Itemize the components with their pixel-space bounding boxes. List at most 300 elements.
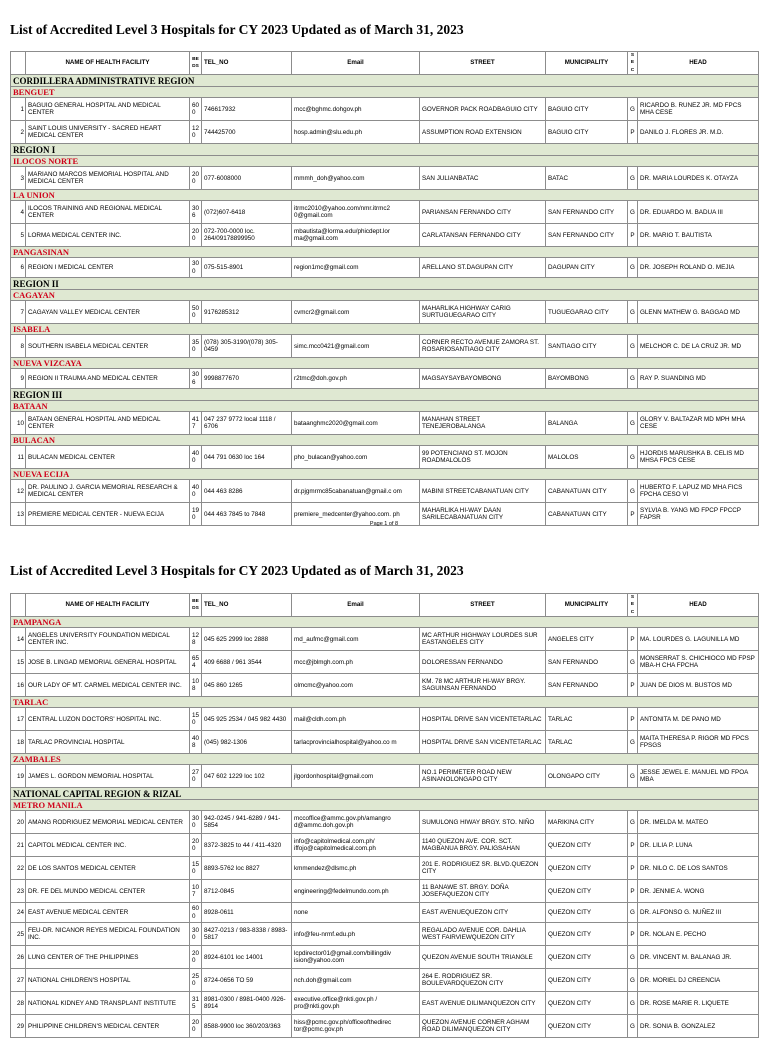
municipality: MALOLOS (546, 446, 628, 469)
facility-name: JAMES L. GORDON MEMORIAL HOSPITAL (26, 765, 190, 788)
table-row (11, 834, 759, 857)
telephone: 045 625 2999 loc 2888 (202, 628, 292, 651)
facility-name: AMANG RODRIGUEZ MEMORIAL MEDICAL CENTER (26, 811, 190, 834)
telephone: 8924-6101 loc 14001 (202, 946, 292, 969)
table-row (11, 969, 759, 992)
telephone: 409 6688 / 961 3544 (202, 651, 292, 674)
facility-name: NATIONAL CHILDREN'S HOSPITAL (26, 969, 190, 992)
facility-head: ANTONITA M. DE PANO MD (638, 708, 759, 731)
table-header-row (11, 594, 759, 617)
beds-count: 150 (190, 857, 202, 880)
sector-code: G (628, 1015, 638, 1038)
email-address: info@feu-nrmf.edu.ph (292, 923, 420, 946)
province-row (11, 617, 759, 628)
municipality: QUEZON CITY (546, 1015, 628, 1038)
email-address: r2tmc@doh.gov.ph (292, 369, 420, 389)
street-address: REGALADO AVENUE COR. DAHLIA WEST FAIRVIEWQUEZON CITY (420, 923, 546, 946)
street-address: SAN JULIANBATAC (420, 167, 546, 190)
street-address: SUMULONG HIWAY BRGY. STO. NIÑO (420, 811, 546, 834)
row-number: 16 (11, 674, 26, 697)
table-row (11, 946, 759, 969)
beds-count: 200 (190, 1015, 202, 1038)
facility-name: BULACAN MEDICAL CENTER (26, 446, 190, 469)
telephone: 744425700 (202, 121, 292, 144)
beds-count: 150 (190, 708, 202, 731)
col-street-header: STREET (420, 594, 546, 617)
sector-code: G (628, 765, 638, 788)
beds-count: 306 (190, 369, 202, 389)
province-name: ZAMBALES (11, 754, 759, 765)
facility-name: LORMA MEDICAL CENTER INC. (26, 224, 190, 247)
email-address: mail@cldh.com.ph (292, 708, 420, 731)
sector-code: P (628, 503, 638, 526)
row-number: 18 (11, 731, 26, 754)
row-number: 11 (11, 446, 26, 469)
street-address: ARELLANO ST.DAGUPAN CITY (420, 258, 546, 278)
street-address: HOSPITAL DRIVE SAN VICENTETARLAC (420, 731, 546, 754)
facility-name: CENTRAL LUZON DOCTORS' HOSPITAL INC. (26, 708, 190, 731)
street-address: QUEZON AVENUE SOUTH TRIANGLE (420, 946, 546, 969)
telephone: 8712-0845 (202, 880, 292, 903)
email-address: tarlacprovincialhospital@yahoo.co m (292, 731, 420, 754)
sector-code: G (628, 98, 638, 121)
col-email-header: Email (292, 52, 420, 75)
telephone: 072-700-0000 loc. 264/09178899950 (202, 224, 292, 247)
province-row (11, 754, 759, 765)
municipality: BATAC (546, 167, 628, 190)
table-row (11, 628, 759, 651)
telephone: 045 925 2534 / 045 982 4430 (202, 708, 292, 731)
beds-count: 600 (190, 903, 202, 923)
street-address: CORNER RECTO AVENUE ZAMORA ST. ROSARIOSANTIAGO CITY (420, 335, 546, 358)
email-address: dr.pjgmrmc85cabanatuan@gmail.c om (292, 480, 420, 503)
municipality: SAN FERNANDO (546, 674, 628, 697)
sector-code: G (628, 167, 638, 190)
municipality: BAGUIO CITY (546, 121, 628, 144)
municipality: QUEZON CITY (546, 946, 628, 969)
facility-name: PHILIPPINE CHILDREN'S MEDICAL CENTER (26, 1015, 190, 1038)
street-address: 264 E. RODRIGUEZ SR. BOULEVARDQUEZON CITY (420, 969, 546, 992)
region-name: REGION II (11, 278, 759, 290)
sector-code: G (628, 946, 638, 969)
hospital-table-page-1 (10, 51, 759, 526)
municipality: TUGUEGARAO CITY (546, 301, 628, 324)
street-address: 99 POTENCIANO ST. MOJON ROADMALOLOS (420, 446, 546, 469)
sector-code: G (628, 301, 638, 324)
facility-name: DR. FE DEL MUNDO MEDICAL CENTER (26, 880, 190, 903)
beds-count: 128 (190, 628, 202, 651)
row-number: 14 (11, 628, 26, 651)
province-name: LA UNION (11, 190, 759, 201)
email-address: cvmcr2@gmail.com (292, 301, 420, 324)
col-municipality-header: MUNICIPALITY (546, 52, 628, 75)
telephone: 044 463 8286 (202, 480, 292, 503)
table-row (11, 923, 759, 946)
facility-name: CAGAYAN VALLEY MEDICAL CENTER (26, 301, 190, 324)
facility-name: EAST AVENUE MEDICAL CENTER (26, 903, 190, 923)
email-address: itrmc2010@yahoo.com/nmr.itrmc2 0@gmail.com (292, 201, 420, 224)
province-name: BULACAN (11, 435, 759, 446)
telephone: 9176285312 (202, 301, 292, 324)
beds-count: 600 (190, 98, 202, 121)
telephone: 746617932 (202, 98, 292, 121)
sector-code: G (628, 811, 638, 834)
email-address: mccoffice@ammc.gov.ph/amangro d@ammc.doh.gov.ph (292, 811, 420, 834)
beds-count: 107 (190, 880, 202, 903)
email-address: premiere_medcenter@yahoo.com. ph (292, 503, 420, 526)
municipality: QUEZON CITY (546, 969, 628, 992)
beds-count: 350 (190, 335, 202, 358)
table-row (11, 121, 759, 144)
facility-head: JUAN DE DIOS M. BUSTOS MD (638, 674, 759, 697)
table-row (11, 811, 759, 834)
email-address: none (292, 903, 420, 923)
table-row (11, 857, 759, 880)
telephone: 077-6008000 (202, 167, 292, 190)
beds-count: 408 (190, 731, 202, 754)
sector-code: P (628, 708, 638, 731)
street-address: QUEZON AVENUE CORNER AGHAM ROAD DILIMANQUEZON CITY (420, 1015, 546, 1038)
row-number: 28 (11, 992, 26, 1015)
table-row (11, 224, 759, 247)
facility-name: ILOCOS TRAINING AND REGIONAL MEDICAL CENTER (26, 201, 190, 224)
province-name: TARLAC (11, 697, 759, 708)
facility-name: FEU-DR. NICANOR REYES MEDICAL FOUNDATION INC. (26, 923, 190, 946)
sector-code: G (628, 731, 638, 754)
telephone: 8372-3825 to 44 / 411-4320 (202, 834, 292, 857)
table-row (11, 765, 759, 788)
row-number: 7 (11, 301, 26, 324)
sector-code: G (628, 412, 638, 435)
email-address: info@capitolmedical.com.ph/ iffojo@capitolmedical.com.ph (292, 834, 420, 857)
province-name: NUEVA ECIJA (11, 469, 759, 480)
municipality: SAN FERNANDO CITY (546, 201, 628, 224)
beds-count: 190 (190, 503, 202, 526)
region-name: REGION III (11, 389, 759, 401)
beds-count: 315 (190, 992, 202, 1015)
facility-name: REGION II TRAUMA AND MEDICAL CENTER (26, 369, 190, 389)
table-row (11, 98, 759, 121)
telephone: 942-0245 / 941-6289 / 941-5854 (202, 811, 292, 834)
province-row (11, 87, 759, 98)
region-name: CORDILLERA ADMINISTRATIVE REGION (11, 75, 759, 87)
beds-count: 108 (190, 674, 202, 697)
province-name: CAGAYAN (11, 290, 759, 301)
region-row (11, 278, 759, 290)
table-row (11, 412, 759, 435)
facility-head: DR. NOLAN E. PECHO (638, 923, 759, 946)
facility-head: GLENN MATHEW G. BAGGAO MD (638, 301, 759, 324)
facility-name: DR. PAULINO J. GARCIA MEMORIAL RESEARCH & MEDICAL CENTER (26, 480, 190, 503)
province-row (11, 190, 759, 201)
beds-count: 400 (190, 446, 202, 469)
municipality: DAGUPAN CITY (546, 258, 628, 278)
sector-code: P (628, 628, 638, 651)
sector-code: P (628, 121, 638, 144)
row-number: 22 (11, 857, 26, 880)
email-address: lcpdirector01@gmail.com/billingdiv ision@yahoo.com (292, 946, 420, 969)
region-name: REGION I (11, 144, 759, 156)
street-address: 201 E. RODRIGUEZ SR. BLVD.QUEZON CITY (420, 857, 546, 880)
telephone: (072)607-6418 (202, 201, 292, 224)
street-address: PARIANSAN FERNANDO CITY (420, 201, 546, 224)
facility-head: DR. JENNIE A. WONG (638, 880, 759, 903)
telephone: 044 463 7845 to 7848 (202, 503, 292, 526)
beds-count: 200 (190, 946, 202, 969)
municipality: TARLAC (546, 708, 628, 731)
sector-code: P (628, 834, 638, 857)
table-row (11, 480, 759, 503)
table-row (11, 992, 759, 1015)
facility-head: MELCHOR C. DE LA CRUZ JR. MD (638, 335, 759, 358)
facility-head: DR. ROSE MARIE R. LIQUETE (638, 992, 759, 1015)
row-number: 8 (11, 335, 26, 358)
street-address: MC ARTHUR HIGHWAY LOURDES SUR EASTANGELES CITY (420, 628, 546, 651)
province-row (11, 435, 759, 446)
street-address: CARLATANSAN FERNANDO CITY (420, 224, 546, 247)
sector-code: G (628, 369, 638, 389)
beds-count: 300 (190, 811, 202, 834)
sector-code: P (628, 674, 638, 697)
facility-head: DR. LILIA P. LUNA (638, 834, 759, 857)
email-address: hiss@pcmc.gov.ph/officeofthedirec tor@pcmc.gov.ph (292, 1015, 420, 1038)
table-row (11, 1015, 759, 1038)
sector-code: G (628, 335, 638, 358)
telephone: 8724-0656 TO 59 (202, 969, 292, 992)
sector-code: G (628, 969, 638, 992)
facility-head: DANILO J. FLORES JR. M.D. (638, 121, 759, 144)
email-address: executive.office@nkti.gov.ph / pro@nkti.gov.ph (292, 992, 420, 1015)
email-address: nch.doh@gmail.com (292, 969, 420, 992)
row-number: 20 (11, 811, 26, 834)
beds-count: 654 (190, 651, 202, 674)
province-row (11, 156, 759, 167)
row-number: 1 (11, 98, 26, 121)
facility-head: DR. MARIA LOURDES K. OTAYZA (638, 167, 759, 190)
row-number: 19 (11, 765, 26, 788)
street-address: 11 BANAWE ST. BRGY. DOÑA JOSEFAQUEZON CITY (420, 880, 546, 903)
facility-name: BAGUIO GENERAL HOSPITAL AND MEDICAL CENTER (26, 98, 190, 121)
email-address: pho_bulacan@yahoo.com (292, 446, 420, 469)
row-number: 4 (11, 201, 26, 224)
facility-head: HUBERTO F. LAPUZ MD MHA FICS FPCHA CESO VI (638, 480, 759, 503)
table-body (11, 75, 759, 526)
facility-name: SOUTHERN ISABELA MEDICAL CENTER (26, 335, 190, 358)
province-row (11, 358, 759, 369)
province-name: PANGASINAN (11, 247, 759, 258)
sector-code: P (628, 857, 638, 880)
province-row (11, 401, 759, 412)
municipality: BAGUIO CITY (546, 98, 628, 121)
col-head-header: HEAD (638, 52, 759, 75)
facility-name: REGION I MEDICAL CENTER (26, 258, 190, 278)
street-address: ASSUMPTION ROAD EXTENSION (420, 121, 546, 144)
province-name: NUEVA VIZCAYA (11, 358, 759, 369)
beds-count: 300 (190, 258, 202, 278)
facility-head: DR. VINCENT M. BALANAG JR. (638, 946, 759, 969)
facility-head: MA. LOURDES G. LAGUNILLA MD (638, 628, 759, 651)
facility-head: JESSE JEWEL E. MANUEL MD FPOA MBA (638, 765, 759, 788)
municipality: QUEZON CITY (546, 992, 628, 1015)
municipality: TARLAC (546, 731, 628, 754)
row-number: 24 (11, 903, 26, 923)
facility-head: DR. IMELDA M. MATEO (638, 811, 759, 834)
telephone: 045 860 1265 (202, 674, 292, 697)
row-number: 9 (11, 369, 26, 389)
row-number: 6 (11, 258, 26, 278)
sector-code: G (628, 992, 638, 1015)
street-address: MANAHAN STREET TENEJEROBALANGA (420, 412, 546, 435)
region-row (11, 389, 759, 401)
row-number: 15 (11, 651, 26, 674)
facility-name: OUR LADY OF MT. CARMEL MEDICAL CENTER INC. (26, 674, 190, 697)
row-number: 26 (11, 946, 26, 969)
row-number: 2 (11, 121, 26, 144)
facility-name: PREMIERE MEDICAL CENTER - NUEVA ECIJA (26, 503, 190, 526)
facility-head: MONSERRAT S. CHICHIOCO MD FPSP MBA-H CHA FPCHA (638, 651, 759, 674)
street-address: DOLORESSAN FERNANDO (420, 651, 546, 674)
beds-count: 120 (190, 121, 202, 144)
email-address: mbautista@lorma.edu/phicdept.lor ma@gmail.com (292, 224, 420, 247)
sector-code: G (628, 258, 638, 278)
sector-code: P (628, 224, 638, 247)
region-row (11, 144, 759, 156)
province-row (11, 697, 759, 708)
telephone: (045) 982-1306 (202, 731, 292, 754)
row-number: 12 (11, 480, 26, 503)
street-address: MAHARLIKA HIGHWAY CARIG SURTUGUEGARAO CITY (420, 301, 546, 324)
telephone: 047 602 1229 loc 102 (202, 765, 292, 788)
facility-head: GLORY V. BALTAZAR MD MPH MHA CESE (638, 412, 759, 435)
col-head-header: HEAD (638, 594, 759, 617)
email-address: hosp.admin@slu.edu.ph (292, 121, 420, 144)
row-number: 23 (11, 880, 26, 903)
municipality: BAYOMBONG (546, 369, 628, 389)
region-name: NATIONAL CAPITAL REGION & RIZAL (11, 788, 759, 800)
table-row (11, 880, 759, 903)
col-no-header (11, 52, 26, 75)
facility-name: TARLAC PROVINCIAL HOSPITAL (26, 731, 190, 754)
municipality: QUEZON CITY (546, 903, 628, 923)
facility-head: DR. JOSEPH ROLAND O. MEJIA (638, 258, 759, 278)
region-row (11, 75, 759, 87)
street-address: MAHARLIKA HI-WAY DAAN SARILECABANATUAN CITY (420, 503, 546, 526)
sector-code: P (628, 923, 638, 946)
col-tel-header: TEL_NO (202, 52, 292, 75)
email-address: simc.mcc0421@gmail.com (292, 335, 420, 358)
row-number: 5 (11, 224, 26, 247)
telephone: 8928-0611 (202, 903, 292, 923)
col-beds-header: BEDS (190, 594, 202, 617)
facility-name: JOSE B. LINGAD MEMORIAL GENERAL HOSPITAL (26, 651, 190, 674)
facility-name: MARIANO MARCOS MEMORIAL HOSPITAL AND MEDICAL CENTER (26, 167, 190, 190)
email-address: md_aufmc@gmail.com (292, 628, 420, 651)
street-address: HOSPITAL DRIVE SAN VICENTETARLAC (420, 708, 546, 731)
telephone: 8427-0213 / 983-8338 / 8983-5817 (202, 923, 292, 946)
municipality: ANGELES CITY (546, 628, 628, 651)
page-title: List of Accredited Level 3 Hospitals for CY 2023 Updated as of March 31, 2023 (10, 22, 464, 37)
telephone: 9998877670 (202, 369, 292, 389)
facility-name: NATIONAL KIDNEY AND TRANSPLANT INSTITUTE (26, 992, 190, 1015)
col-municipality-header: MUNICIPALITY (546, 594, 628, 617)
beds-count: 300 (190, 923, 202, 946)
facility-head: DR. MORIEL DJ CREENCIA (638, 969, 759, 992)
street-address: KM. 78 MC ARTHUR HI-WAY BRGY. SAGUINSAN FERNANDO (420, 674, 546, 697)
street-address: EAST AVENUE DILIMANQUEZON CITY (420, 992, 546, 1015)
telephone: 8981-0300 / 8981-0400 /926-8914 (202, 992, 292, 1015)
page-footer: Page 1 of 8 (369, 521, 399, 527)
row-number: 3 (11, 167, 26, 190)
facility-head: SYLVIA B. YANG MD FPCP FPCCP FAPSR (638, 503, 759, 526)
table-row (11, 335, 759, 358)
beds-count: 250 (190, 969, 202, 992)
email-address: mcc@bghmc.dohgov.ph (292, 98, 420, 121)
row-number: 17 (11, 708, 26, 731)
facility-head: DR. EDUARDO M. BADUA III (638, 201, 759, 224)
table-row (11, 201, 759, 224)
table-body (11, 617, 759, 1038)
facility-name: BATAAN GENERAL HOSPITAL AND MEDICAL CENTER (26, 412, 190, 435)
beds-count: 270 (190, 765, 202, 788)
municipality: SAN FERNANDO (546, 651, 628, 674)
street-address: MABINI STREETCABANATUAN CITY (420, 480, 546, 503)
col-name-header: NAME OF HEALTH FACILITY (26, 52, 190, 75)
email-address: engineering@fedelmundo.com.ph (292, 880, 420, 903)
table-row (11, 369, 759, 389)
telephone: 8893-5762 loc 8827 (202, 857, 292, 880)
table-row (11, 446, 759, 469)
province-row (11, 247, 759, 258)
beds-count: 400 (190, 480, 202, 503)
beds-count: 306 (190, 201, 202, 224)
table-row (11, 731, 759, 754)
beds-count: 500 (190, 301, 202, 324)
email-address: bataanghmc2020@gmail.com (292, 412, 420, 435)
province-name: METRO MANILA (11, 800, 759, 811)
region-row (11, 788, 759, 800)
telephone: (078) 305-3190/(078) 305-0459 (202, 335, 292, 358)
street-address: NO.1 PERIMETER ROAD NEW ASINANOLONGAPO CITY (420, 765, 546, 788)
table-row (11, 903, 759, 923)
row-number: 27 (11, 969, 26, 992)
email-address: jlgordonhospital@gmail.com (292, 765, 420, 788)
email-address: region1mc@gmail.com (292, 258, 420, 278)
row-number: 25 (11, 923, 26, 946)
facility-name: SAINT LOUIS UNIVERSITY - SACRED HEART MEDICAL CENTER (26, 121, 190, 144)
facility-name: DE LOS SANTOS MEDICAL CENTER (26, 857, 190, 880)
province-name: PAMPANGA (11, 617, 759, 628)
col-sector-header: SEC (628, 52, 638, 75)
municipality: QUEZON CITY (546, 923, 628, 946)
municipality: MARIKINA CITY (546, 811, 628, 834)
facility-head: RICARDO B. RUNEZ JR. MD FPCS MHA CESE (638, 98, 759, 121)
telephone: 8588-9900 loc 360/203/363 (202, 1015, 292, 1038)
sector-code: G (628, 201, 638, 224)
row-number: 13 (11, 503, 26, 526)
municipality: SANTIAGO CITY (546, 335, 628, 358)
street-address: MAGSAYSAYBAYOMBONG (420, 369, 546, 389)
col-email-header: Email (292, 594, 420, 617)
sector-code: P (628, 880, 638, 903)
row-number: 21 (11, 834, 26, 857)
beds-count: 417 (190, 412, 202, 435)
table-row (11, 301, 759, 324)
col-sector-header: SEC (628, 594, 638, 617)
row-number: 29 (11, 1015, 26, 1038)
province-row (11, 290, 759, 301)
facility-head: DR. ALFONSO G. NUÑEZ III (638, 903, 759, 923)
province-row (11, 324, 759, 335)
